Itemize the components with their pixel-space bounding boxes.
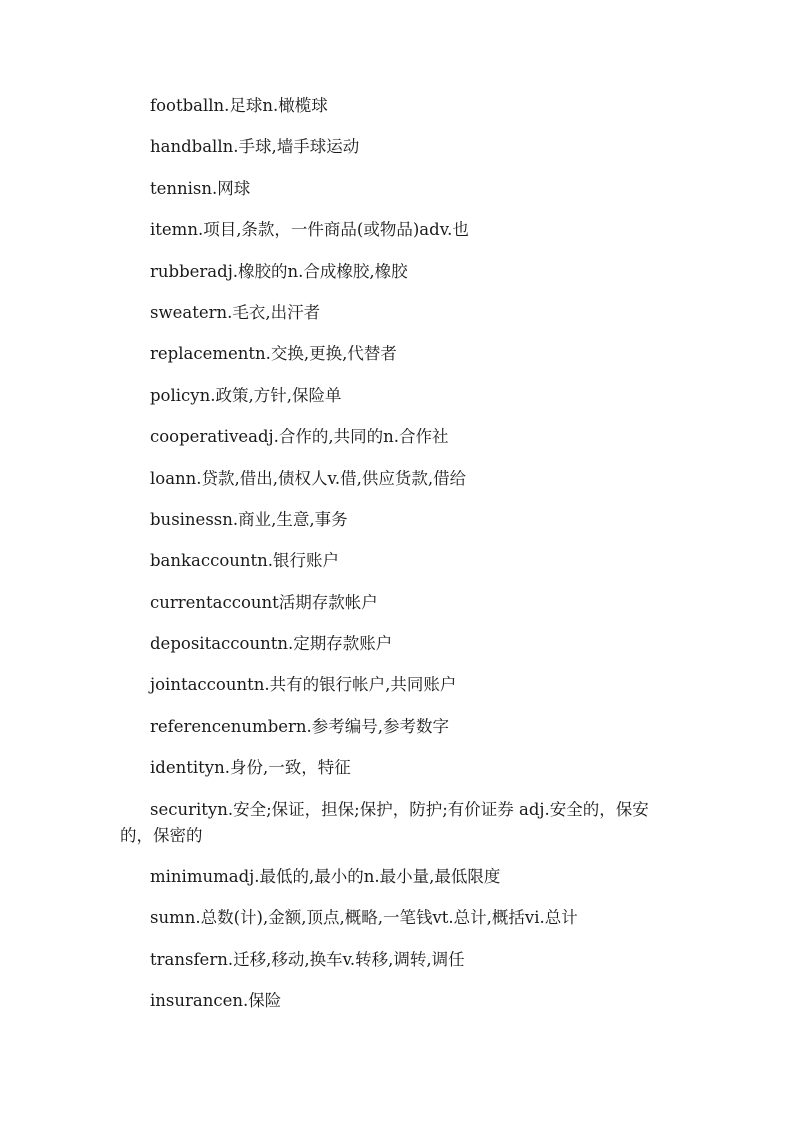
vocabulary-entry: insurancen.保险 [150,991,282,1011]
vocabulary-entry: cooperativeadj.合作的,共同的n.合作社 [150,427,449,447]
vocabulary-entry: identityn.身份,一致，特征 [150,758,351,778]
vocabulary-entry: loann.贷款,借出,债权人v.借,供应货款,借给 [150,468,467,488]
vocabulary-entry: sweatern.毛衣,出汗者 [150,302,321,322]
vocabulary-entry: referencenumbern.参考编号,参考数字 [150,716,450,736]
vocabulary-entry: minimumadj.最低的,最小的n.最小量,最低限度 [150,867,501,887]
vocabulary-entry: securityn.安全;保证，担保;保护，防护;有价证券 adj.安全的，保安的，保密的 [120,799,649,845]
vocabulary-list [120,93,680,1030]
vocabulary-entry: footballn.足球n.橄榄球 [150,96,328,115]
vocabulary-entry: rubberadj.橡胶的n.合成橡胶,橡胶 [150,261,408,281]
vocabulary-entry: policyn.政策,方针,保险单 [150,385,342,405]
vocabulary-entry: jointaccountn.共有的银行帐户,共同账户 [150,675,457,695]
vocabulary-entry: sumn.总数(计),金额,顶点,概略,一笔钱vt.总计,概括vi.总计 [150,908,578,928]
vocabulary-entry: currentaccount活期存款帐户 [150,592,378,612]
vocabulary-entry: depositaccountn.定期存款账户 [150,634,393,654]
vocabulary-entry: transfern.迁移,移动,换车v.转移,调转,调任 [150,949,465,969]
vocabulary-entry: replacementn.交换,更换,代替者 [150,344,397,364]
vocabulary-entry: itemn.项目,条款，一件商品(或物品)adv.也 [150,220,469,240]
vocabulary-entry: tennisn.网球 [150,178,251,198]
vocabulary-entry: businessn.商业,生意,事务 [150,509,348,529]
vocabulary-entry: handballn.手球,墙手球运动 [150,137,360,157]
vocabulary-entry: bankaccountn.银行账户 [150,551,340,571]
